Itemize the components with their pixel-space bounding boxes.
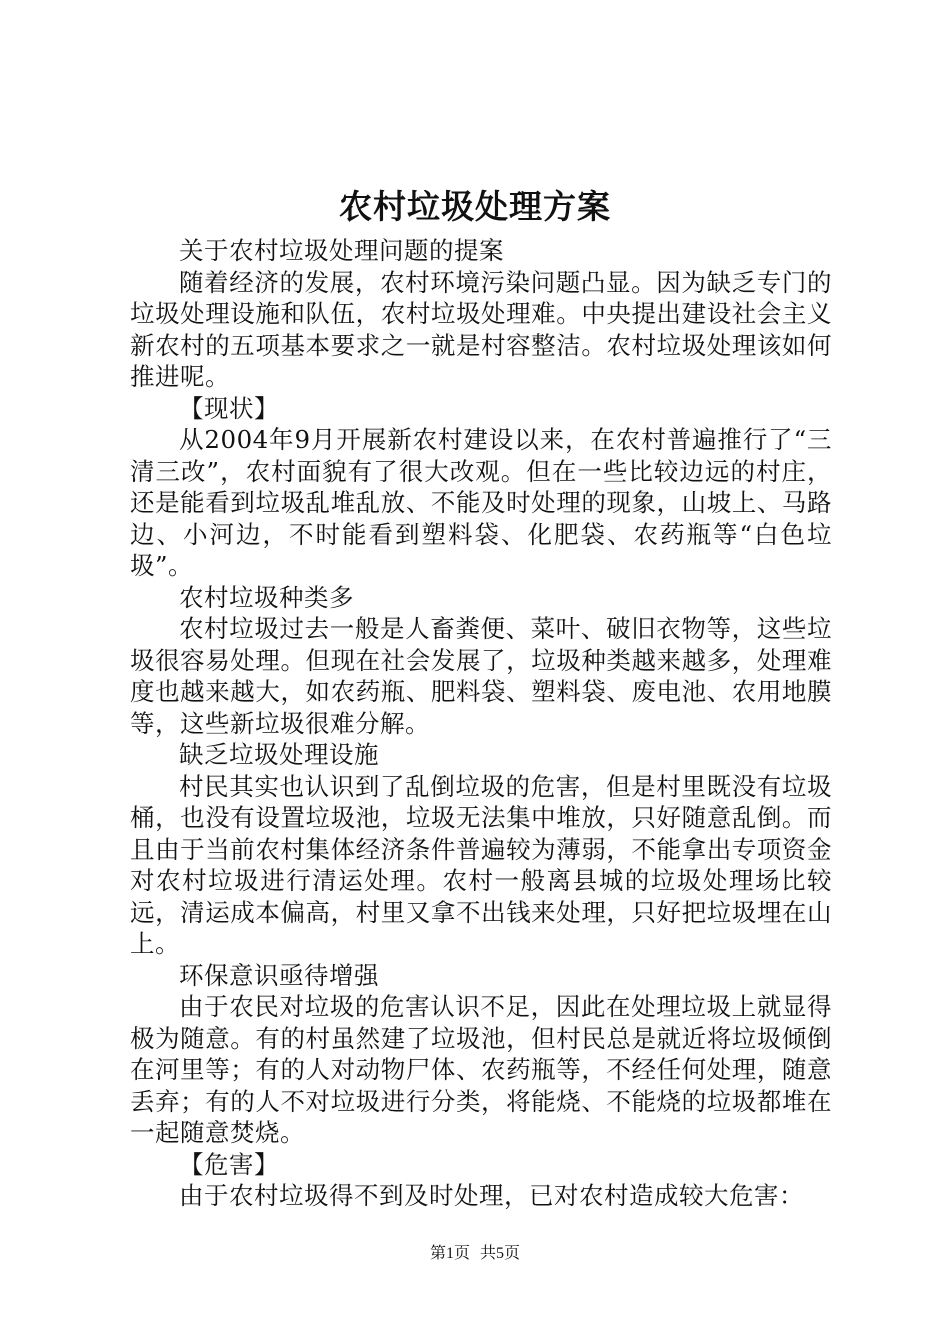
page-footer — [0, 1242, 950, 1266]
paragraph-lack-facilities: 村民其实也认识到了乱倒垃圾的危害，但是村里既没有垃圾桶，也没有设置垃圾池，垃圾无法集中堆放，只好随意乱倒。而且由于当前农村集体经济条件普遍较为薄弱，不能拿出专项资金对农村垃圾进行清运处理。农村一般离县城的垃圾处理场比较远，清运成本偏高，村里又拿不出钱来处理，只好把垃圾埋在山上。 — [130, 771, 832, 958]
subheading-awareness: 环保意识亟待增强 — [179, 960, 379, 990]
document-body — [130, 235, 832, 1212]
paragraph-status: 从2004年9月开展新农村建设以来，在农村普遍推行了“三清三改”，农村面貌有了很大改观。但在一些比较边远的村庄，还是能看到垃圾乱堆乱放、不能及时处理的现象，山坡上、马路边、小河边，不时能看到塑料袋、化肥袋、农药瓶等“白色垃圾”。 — [130, 425, 832, 580]
section-heading-status: 【现状】 — [179, 393, 279, 423]
section-heading-harm: 【危害】 — [179, 1149, 279, 1179]
paragraph-intro: 随着经济的发展，农村环境污染问题凸显。因为缺乏专门的垃圾处理设施和队伍，农村垃圾处理难。中央提出建设社会主义新农村的五项基本要求之一就是村容整洁。农村垃圾处理该如何推进呢。 — [130, 267, 832, 391]
document-title: 农村垃圾处理方案 — [339, 187, 611, 226]
page-total: 共5页 — [480, 1245, 521, 1262]
paragraph-awareness: 由于农民对垃圾的危害认识不足，因此在处理垃圾上就显得极为随意。有的村虽然建了垃圾池，但村民总是就近将垃圾倾倒在河里等；有的人对动物尸体、农药瓶等，不经任何处理，随意丢弃；有的人不对垃圾进行分类，将能烧、不能烧的垃圾都堆在一起随意焚烧。 — [130, 992, 832, 1147]
paragraph-harm: 由于农村垃圾得不到及时处理，已对农村造成较大危害： — [179, 1181, 804, 1210]
paragraph-garbage-types: 农村垃圾过去一般是人畜粪便、菜叶、破旧衣物等，这些垃圾很容易处理。但现在社会发展了，垃圾种类越来越多，处理难度也越来越大，如农药瓶、肥料袋、塑料袋、废电池、农用地膜等，这些新垃圾很难分解。 — [130, 614, 832, 738]
paragraph-proposal-heading: 关于农村垃圾处理问题的提案 — [179, 236, 504, 265]
page-number: 第1页 — [429, 1245, 470, 1262]
subheading-lack-facilities: 缺乏垃圾处理设施 — [179, 740, 379, 769]
subheading-garbage-types: 农村垃圾种类多 — [179, 582, 354, 612]
